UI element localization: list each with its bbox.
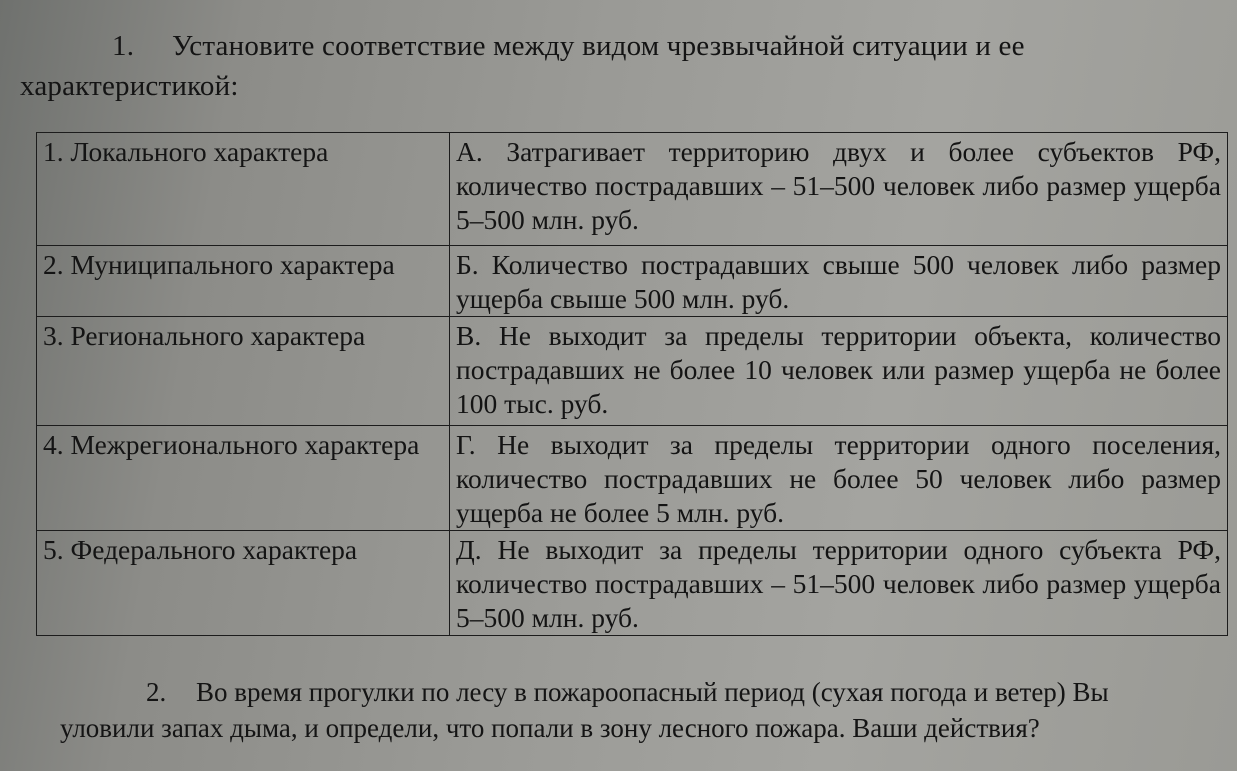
characteristic-cell: В. Не выходит за пределы территории объекта, количество пострадавших не более 10 человек или размер ущерба не более 100 тыс. руб. <box>450 317 1228 426</box>
question-2-text-line-2: уловили запах дыма, и определи, что попали в зону лесного пожара. Ваши действия? <box>60 713 1040 743</box>
table-row <box>37 246 1228 317</box>
table-row <box>37 133 1228 246</box>
question-2-number: 2. <box>146 677 167 707</box>
characteristic-cell: А. Затрагивает территорию двух и более субъектов РФ, количество пострадавших – 51–500 человек либо размер ущерба 5–500 млн. руб. <box>450 133 1228 246</box>
question-2-line-1 <box>60 674 1210 710</box>
table-row <box>37 531 1228 636</box>
characteristic-cell: Б. Количество пострадавших свыше 500 человек либо размер ущерба свыше 500 млн. руб. <box>450 246 1228 317</box>
question-1-line-1 <box>20 26 1200 66</box>
situation-type-cell: 5. Федерального характера <box>37 531 450 636</box>
question-1-text-line-2: характеристикой: <box>20 70 239 102</box>
matching-table <box>36 132 1228 636</box>
question-2 <box>60 674 1210 746</box>
question-1-number: 1. <box>112 30 135 62</box>
question-1 <box>20 26 1200 106</box>
question-1-text-line-1: Установите соответствие между видом чрезвычайной ситуации и ее <box>172 30 1025 62</box>
situation-type-cell: 3. Регионального характера <box>37 317 450 426</box>
question-2-text-line-1: Во время прогулки по лесу в пожароопасный период (сухая погода и ветер) Вы <box>196 677 1109 707</box>
situation-type-cell: 4. Межрегионального характера <box>37 426 450 531</box>
situation-type-cell: 1. Локального характера <box>37 133 450 246</box>
characteristic-cell: Г. Не выходит за пределы территории одного поселения, количество пострадавших не более 50 человек либо размер ущерба не более 5 млн. руб. <box>450 426 1228 531</box>
characteristic-cell: Д. Не выходит за пределы территории одного субъекта РФ, количество пострадавших – 51–500 человек либо размер ущерба 5–500 млн. руб. <box>450 531 1228 636</box>
situation-type-cell: 2. Муниципального характера <box>37 246 450 317</box>
table-row <box>37 426 1228 531</box>
table-row <box>37 317 1228 426</box>
